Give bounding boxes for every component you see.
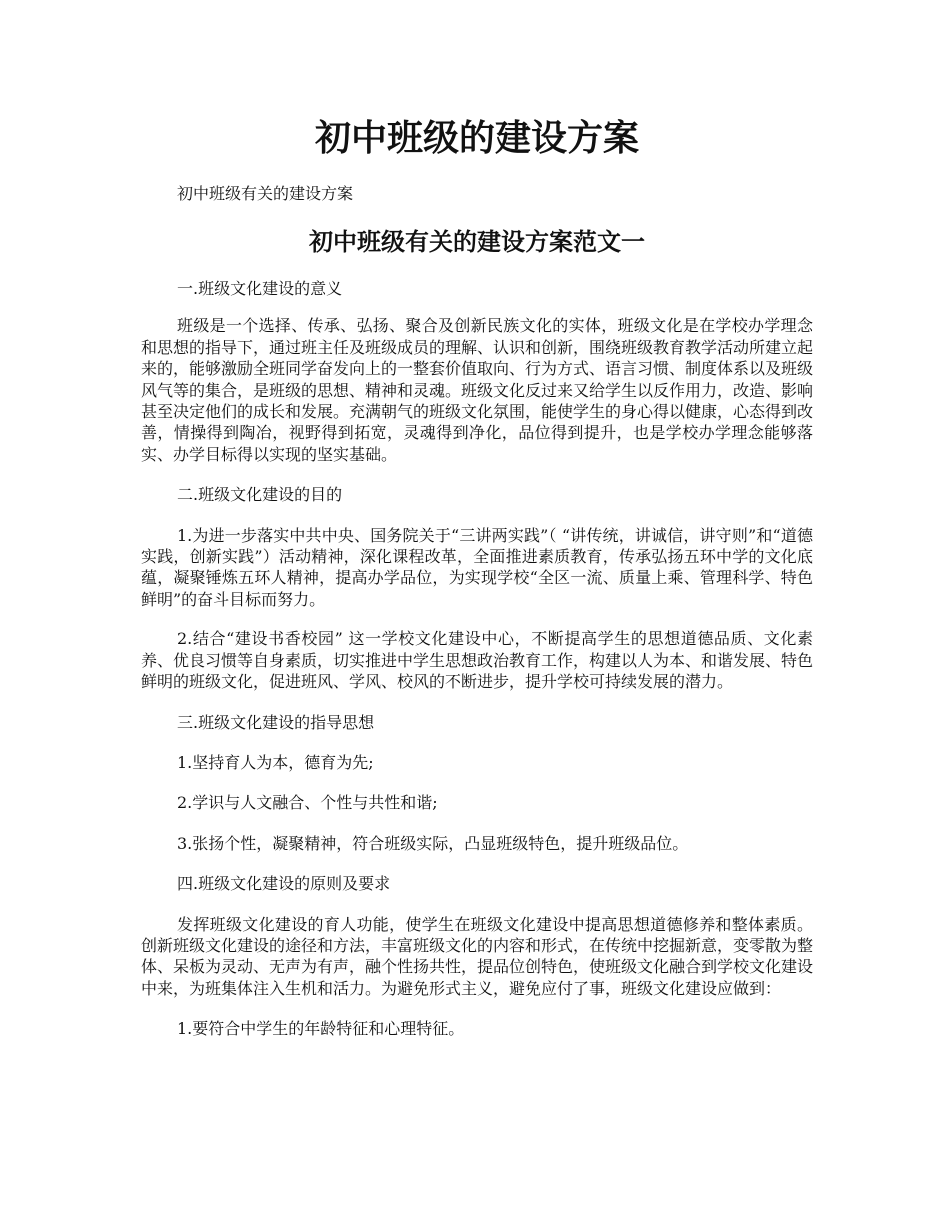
document-subtitle: 初中班级有关的建设方案 xyxy=(177,184,354,203)
document-body xyxy=(141,112,813,1040)
paragraph-significance: 班级是一个选择、传承、弘扬、聚合及创新民族文化的实体，班级文化是在学校办学理念和思想的指导下，通过班主任及班级成员的理解、认识和创新，围绕班级教育教学活动所建立起来的，能够激励全班同学奋发向上的一整套价值取向、行为方式、语言习惯、制度体系以及班级风气等的集合，是班级的思想、精神和灵魂。班级文化反过来又给学生以反作用力，改造、影响甚至决定他们的成长和发展。充满朝气的班级文化氛围，能使学生的身心得以健康，心态得到改善，情操得到陶冶，视野得到拓宽，灵魂得到净化，品位得到提升，也是学校办学理念能够落实、办学目标得以实现的坚实基础。 xyxy=(141,316,814,464)
principles-item-1: 1.要符合中学生的年龄特征和心理特征。 xyxy=(177,1019,465,1039)
guiding-thought-item-2: 2.学识与人文融合、个性与共性和谐; xyxy=(177,793,438,813)
section-title: 初中班级有关的建设方案范文一 xyxy=(309,227,645,256)
guiding-thought-item-3: 3.张扬个性，凝聚精神，符合班级实际，凸显班级特色，提升班级品位。 xyxy=(177,833,689,853)
heading-principles: 四.班级文化建设的原则及要求 xyxy=(177,874,391,894)
paragraph-principles: 发挥班级文化建设的育人功能，使学生在班级文化建设中提高思想道德修养和整体素质。创新班级文化建设的途径和方法，丰富班级文化的内容和形式，在传统中挖掘新意，变零散为整体、呆板为灵动、无声为有声，融个性扬共性，提品位创特色，使班级文化融合到学校文化建设中来，为班集体注入生机和活力。为避免形式主义，避免应付了事，班级文化建设应做到： xyxy=(141,914,814,998)
document-title: 初中班级的建设方案 xyxy=(314,117,639,159)
heading-purpose: 二.班级文化建设的目的 xyxy=(177,485,343,505)
guiding-thought-item-1: 1.坚持育人为本，德育为先; xyxy=(177,752,374,772)
paragraph-purpose-1: 1.为进一步落实中共中央、国务院关于“三讲两实践”（ “讲传统，讲诚信，讲守则”和“道德实践，创新实践”）活动精神，深化课程改革，全面推进素质教育，传承弘扬五环中学的文化底蕴，凝聚锤炼五环人精神，提高办学品位，为实现学校“全区一流、质量上乘、管理科学、特色鲜明”的奋斗目标而努力。 xyxy=(141,525,813,609)
heading-significance: 一.班级文化建设的意义 xyxy=(177,279,343,298)
paragraph-purpose-2: 2.结合“建设书香校园” 这一学校文化建设中心，不断提高学生的思想道德品质、文化素养、优良习惯等自身素质，切实推进中学生思想政治教育工作，构建以人为本、和谐发展、特色鲜明的班级文化，促进班风、学风、校风的不断进步，提升学校可持续发展的潜力。 xyxy=(141,629,814,692)
heading-guiding-thought: 三.班级文化建设的指导思想 xyxy=(177,712,375,732)
